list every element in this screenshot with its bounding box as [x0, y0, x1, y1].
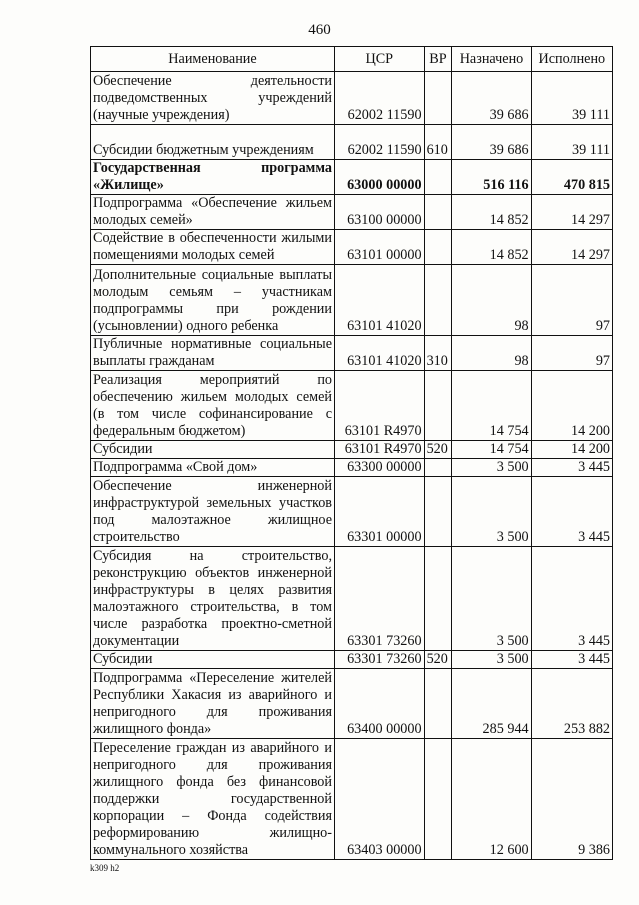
row-name: Содействие в обеспеченности жилыми помещениями молодых семей	[91, 230, 335, 265]
table-row	[91, 669, 613, 739]
row-name: Переселение граждан из аварийного и непригодного для проживания жилищного фонда без финансовой поддержки государственной корпорации – Фонда содействия реформированию жилищно-коммунального хозяйства	[91, 739, 335, 860]
row-executed: 14 297	[531, 230, 612, 265]
table-row	[91, 125, 613, 160]
table-row	[91, 651, 613, 669]
header-vr: ВР	[424, 47, 452, 72]
row-code: 62002 11590	[335, 72, 425, 125]
page-number: 460	[308, 22, 331, 38]
row-name: Реализация мероприятий по обеспечению жильем молодых семей (в том числе софинансирование с федеральным бюджетом)	[91, 371, 335, 441]
row-executed: 3 445	[531, 547, 612, 651]
row-code: 63403 00000	[335, 739, 425, 860]
row-vr	[424, 477, 452, 547]
table-header-row	[91, 47, 613, 72]
row-name: Обеспечение деятельности подведомственных учреждений (научные учреждения)	[91, 72, 335, 125]
row-code: 63300 00000	[335, 459, 425, 477]
table-row	[91, 336, 613, 371]
row-vr	[424, 669, 452, 739]
table-row	[91, 547, 613, 651]
table-row	[91, 441, 613, 459]
row-assigned: 39 686	[452, 125, 531, 160]
table-row	[91, 72, 613, 125]
row-name: Субсидии бюджетным учреждениям	[91, 125, 335, 160]
table-row	[91, 230, 613, 265]
row-executed: 97	[531, 336, 612, 371]
row-code: 63100 00000	[335, 195, 425, 230]
row-name: Субсидии	[91, 441, 335, 459]
table-row	[91, 371, 613, 441]
header-assigned: Назначено	[452, 47, 531, 72]
row-assigned: 14 754	[452, 371, 531, 441]
row-code: 63301 73260	[335, 651, 425, 669]
row-code: 63101 R4970	[335, 371, 425, 441]
row-vr	[424, 547, 452, 651]
row-assigned: 14 852	[452, 230, 531, 265]
row-code: 62002 11590	[335, 125, 425, 160]
row-vr	[424, 230, 452, 265]
row-assigned: 98	[452, 265, 531, 336]
header-executed: Исполнено	[531, 47, 612, 72]
header-name: Наименование	[91, 47, 335, 72]
row-assigned: 14 852	[452, 195, 531, 230]
row-name: Обеспечение инженерной инфраструктурой земельных участков под малоэтажное жилищное строительство	[91, 477, 335, 547]
row-code: 63301 00000	[335, 477, 425, 547]
table-row	[91, 160, 613, 195]
table-row	[91, 477, 613, 547]
row-name: Дополнительные социальные выплаты молодым семьям – участникам подпрограммы при рождении (усыновлении) одного ребенка	[91, 265, 335, 336]
row-code: 63101 R4970	[335, 441, 425, 459]
row-assigned: 516 116	[452, 160, 531, 195]
row-code: 63000 00000	[335, 160, 425, 195]
row-assigned: 3 500	[452, 547, 531, 651]
row-vr	[424, 195, 452, 230]
row-vr	[424, 265, 452, 336]
row-executed: 97	[531, 265, 612, 336]
row-vr: 310	[424, 336, 452, 371]
row-assigned: 3 500	[452, 459, 531, 477]
row-vr	[424, 371, 452, 441]
row-executed: 253 882	[531, 669, 612, 739]
row-executed: 14 200	[531, 371, 612, 441]
row-executed: 14 200	[531, 441, 612, 459]
header-csr: ЦСР	[335, 47, 425, 72]
row-executed: 470 815	[531, 160, 612, 195]
row-executed: 9 386	[531, 739, 612, 860]
row-assigned: 285 944	[452, 669, 531, 739]
row-assigned: 3 500	[452, 477, 531, 547]
row-code: 63400 00000	[335, 669, 425, 739]
row-name: Подпрограмма «Переселение жителей Республики Хакасия из аварийного и непригодного для проживания жилищного фонда»	[91, 669, 335, 739]
row-vr	[424, 72, 452, 125]
footer-code: k309 h2	[90, 863, 120, 873]
row-vr	[424, 160, 452, 195]
row-vr	[424, 459, 452, 477]
row-executed: 3 445	[531, 459, 612, 477]
row-assigned: 3 500	[452, 651, 531, 669]
row-vr: 610	[424, 125, 452, 160]
row-executed: 39 111	[531, 125, 612, 160]
row-name: Субсидии	[91, 651, 335, 669]
budget-table	[90, 46, 613, 860]
row-assigned: 39 686	[452, 72, 531, 125]
row-vr: 520	[424, 651, 452, 669]
row-name: Публичные нормативные социальные выплаты гражданам	[91, 336, 335, 371]
row-assigned: 98	[452, 336, 531, 371]
table-row	[91, 739, 613, 860]
table-row	[91, 459, 613, 477]
row-code: 63101 41020	[335, 265, 425, 336]
row-code: 63101 41020	[335, 336, 425, 371]
row-name: Подпрограмма «Обеспечение жильем молодых семей»	[91, 195, 335, 230]
row-name: Подпрограмма «Свой дом»	[91, 459, 335, 477]
row-name: Субсидия на строительство, реконструкцию объектов инженерной инфраструктуры в целях развития малоэтажного строительства, в том числе разработка проектно-сметной документации	[91, 547, 335, 651]
row-vr	[424, 739, 452, 860]
row-executed: 14 297	[531, 195, 612, 230]
row-assigned: 14 754	[452, 441, 531, 459]
row-code: 63101 00000	[335, 230, 425, 265]
row-executed: 3 445	[531, 651, 612, 669]
table-row	[91, 265, 613, 336]
row-executed: 3 445	[531, 477, 612, 547]
row-executed: 39 111	[531, 72, 612, 125]
row-code: 63301 73260	[335, 547, 425, 651]
row-assigned: 12 600	[452, 739, 531, 860]
row-name: Государственная программа «Жилище»	[91, 160, 335, 195]
table-row	[91, 195, 613, 230]
row-vr: 520	[424, 441, 452, 459]
